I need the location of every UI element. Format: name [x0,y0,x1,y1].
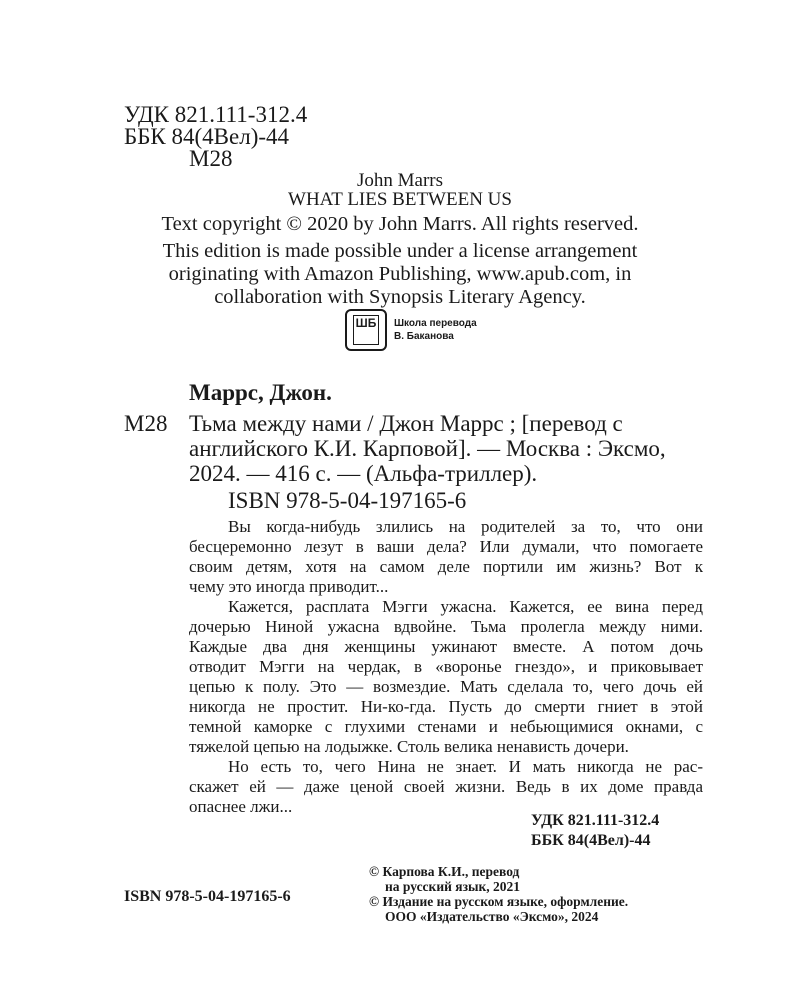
annotation-line: своим детям, хотя на самом деле портили им жизнь? Вот к [189,557,703,576]
catalog-line: английского К.И. Карповой]. — Москва : Эксмо, [189,436,666,461]
annotation-line: дочерью Ниной ужасна вдвойне. Тьма пролегла между ними. [189,617,703,636]
copyright-line: © Издание на русском языке, оформление. [369,894,629,909]
copyright-line: ООО «Издательство «Эксмо», 2024 [385,909,599,924]
license-line: originating with Amazon Publishing, www.apub.com, in [168,263,632,285]
catalog-author: Маррс, Джон. [189,380,332,405]
catalog-line: 2024. — 416 с. — (Альфа-триллер). [189,461,538,486]
license-line: collaboration with Synopsis Literary Agency. [214,286,586,308]
annotation-line: скажет ей — даже ценой своей жизни. Ведь в их доме правда [189,777,703,796]
bottom-isbn: ISBN 978-5-04-197165-6 [124,888,291,905]
catalog-line: Тьма между нами / Джон Маррс ; [перевод с [189,411,623,436]
annotation-line: чему это иногда приводит... [189,577,389,596]
catalog-isbn: ISBN 978-5-04-197165-6 [228,488,467,513]
original-copyright: Text copyright © 2020 by John Marrs. All rights reserved. [161,213,639,235]
annotation-line: Но есть то, чего Нина не знает. И мать никогда не рас- [228,757,703,776]
copyright-line: на русский язык, 2021 [385,879,521,894]
annotation-line: тяжелой цепью на лодыжке. Столь велика ненависть дочери. [189,737,629,756]
annotation-line: цепью к полу. Это — возмездие. Мать сделала то, чего дочь ей [189,677,703,696]
annotation-line: бесцеремонно лезут в ваши дела? Или думали, что помогаете [189,537,703,556]
annotation-line: Кажется, расплата Мэгги ужасна. Кажется, ее вина перед [228,597,703,616]
annotation-line: опаснее лжи... [189,797,293,816]
footer-udk-code: УДК 821.111-312.4 [531,812,660,829]
copyright-line: © Карпова К.И., перевод [369,864,520,879]
annotation-line: Каждые два дня женщины ужинают вместе. А потом дочь [189,637,703,656]
annotation-line: темной каморке с глухими стенами и небьющимися окнами, с [189,717,703,736]
logo-text-line: Школа перевода [394,318,477,329]
footer-bbk-code: ББК 84(4Вел)-44 [531,832,651,849]
annotation-line: никогда не простит. Ни-ко-гда. Пусть до смерти гниет в этой [189,697,703,716]
license-line: This edition is made possible under a license arrangement [162,240,638,262]
udk-code: УДК 821.111-312.4 [124,102,308,127]
translation-school-logo [345,309,387,351]
original-title: WHAT LIES BETWEEN US [288,189,512,210]
author-mark-code: М28 [189,146,233,171]
bbk-code: ББК 84(4Вел)-44 [124,124,290,149]
logo-mark: ШБ [353,315,379,345]
logo-text-line: В. Баканова [394,331,454,342]
original-author: John Marrs [356,170,444,191]
annotation-line: Вы когда-нибудь злились на родителей за то, что они [228,517,703,536]
catalog-mark: М28 [124,411,168,436]
annotation-line: отводит Мэгги на чердак, в «воронье гнездо», и приковывает [189,657,703,676]
